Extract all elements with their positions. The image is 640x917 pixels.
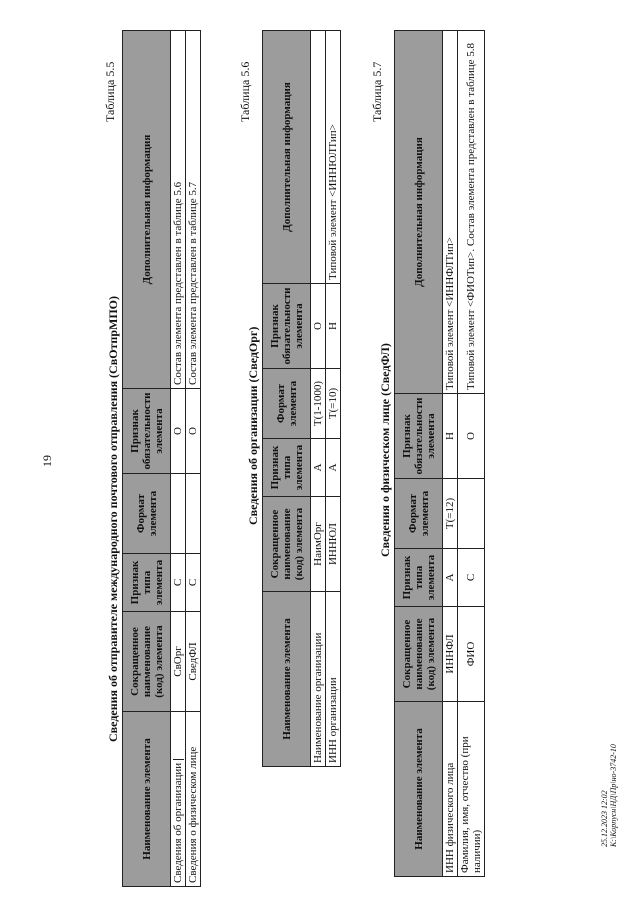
- table-row: [171, 31, 186, 887]
- table-cell: Типовой элемент <ИННФЛТип>: [443, 31, 458, 394]
- header-cell: Сокращенное наименование (код) элемента: [263, 497, 311, 592]
- header-cell: Наименование элемента: [123, 712, 171, 887]
- table-cell: О: [186, 389, 201, 474]
- table-cell: Н: [443, 394, 458, 479]
- table-cell: А: [311, 439, 326, 497]
- table-label-5-6: Таблица 5.6: [238, 61, 252, 122]
- footer-timestamp: 25.12.2023 12:02: [600, 790, 609, 847]
- table-header-row: [395, 31, 443, 877]
- header-cell: Признак обязательности элемента: [263, 284, 311, 369]
- header-cell: Наименование элемента: [263, 592, 311, 767]
- table-cell: Сведения об организации: [171, 712, 186, 887]
- table-cell: С: [458, 549, 485, 607]
- text-cursor: [173, 759, 184, 760]
- table-5-5: [122, 30, 201, 887]
- table-cell: ИНН физического лица: [443, 702, 458, 877]
- table-cell: ИННФЛ: [443, 607, 458, 702]
- table-cell: А: [326, 439, 341, 497]
- table-cell: T(=12): [443, 479, 458, 549]
- table-title-5-5: Сведения об отправителе международного почтового отправления (СвОтпрМПО): [106, 295, 120, 742]
- table-cell: С: [186, 554, 201, 612]
- page-number: 19: [40, 455, 54, 467]
- table-cell: [458, 479, 485, 549]
- header-cell: Сокращенное наименование (код) элемента: [395, 607, 443, 702]
- table-cell: ФИО: [458, 607, 485, 702]
- table-cell: ИНН организации: [326, 592, 341, 767]
- table-cell: СведФЛ: [186, 612, 201, 712]
- header-cell: Формат элемента: [263, 369, 311, 439]
- table-label-5-7: Таблица 5.7: [370, 61, 384, 122]
- table-row: [443, 31, 458, 877]
- table-row: [458, 31, 485, 877]
- header-cell: Дополнительная информация: [263, 31, 311, 284]
- footer: [600, 744, 618, 847]
- table-cell: [171, 474, 186, 554]
- table-title-5-6: Сведения об организации (СведОрг): [246, 326, 260, 525]
- header-cell: Сокращенное наименование (код) элемента: [123, 612, 171, 712]
- table-cell: С: [171, 554, 186, 612]
- table-header-row: [263, 31, 311, 767]
- table-row: [186, 31, 201, 887]
- table-row: [311, 31, 326, 767]
- table-cell: Состав элемента представлен в таблице 5.7: [186, 31, 201, 389]
- table-cell: СвОрг: [171, 612, 186, 712]
- table-cell: Фамилия, имя, отчество (при наличии): [458, 702, 485, 877]
- table-header-row: [123, 31, 171, 887]
- table-cell: Наименование организации: [311, 592, 326, 767]
- header-cell: Признак обязательности элемента: [395, 394, 443, 479]
- header-cell: Признак обязательности элемента: [123, 389, 171, 474]
- table-title-5-7: Сведения о физическом лице (СведФЛ): [378, 343, 392, 557]
- table-cell: [311, 31, 326, 284]
- table-5-7: [394, 30, 485, 877]
- header-cell: Дополнительная информация: [395, 31, 443, 394]
- table-cell: Сведения о физическом лице: [186, 712, 201, 887]
- header-cell: Дополнительная информация: [123, 31, 171, 389]
- table-cell: А: [443, 549, 458, 607]
- header-cell: Формат элемента: [395, 479, 443, 549]
- table-5-6: [262, 30, 341, 767]
- table-cell: Типовой элемент <ФИОТип>. Состав элемента представлен в таблице 5.8: [458, 31, 485, 394]
- table-cell: О: [311, 284, 326, 369]
- header-cell: Признак типа элемента: [395, 549, 443, 607]
- header-cell: Признак типа элемента: [263, 439, 311, 497]
- table-cell: О: [171, 389, 186, 474]
- table-cell: T(1-1000): [311, 369, 326, 439]
- table-cell: НаимОрг: [311, 497, 326, 592]
- table-label-5-5: Таблица 5.5: [103, 61, 117, 122]
- table-cell: Н: [326, 284, 341, 369]
- table-cell: Состав элемента представлен в таблице 5.6: [171, 31, 186, 389]
- table-cell: T(=10): [326, 369, 341, 439]
- table-row: [326, 31, 341, 767]
- footer-file-path: К:\Корпусн\НД\Пр\но-3742-10: [609, 744, 618, 847]
- table-cell: ИННЮЛ: [326, 497, 341, 592]
- header-cell: Наименование элемента: [395, 702, 443, 877]
- header-cell: Признак типа элемента: [123, 554, 171, 612]
- table-cell: [186, 474, 201, 554]
- header-cell: Формат элемента: [123, 474, 171, 554]
- table-cell: О: [458, 394, 485, 479]
- table-cell: Типовой элемент <ИННЮЛТип>: [326, 31, 341, 284]
